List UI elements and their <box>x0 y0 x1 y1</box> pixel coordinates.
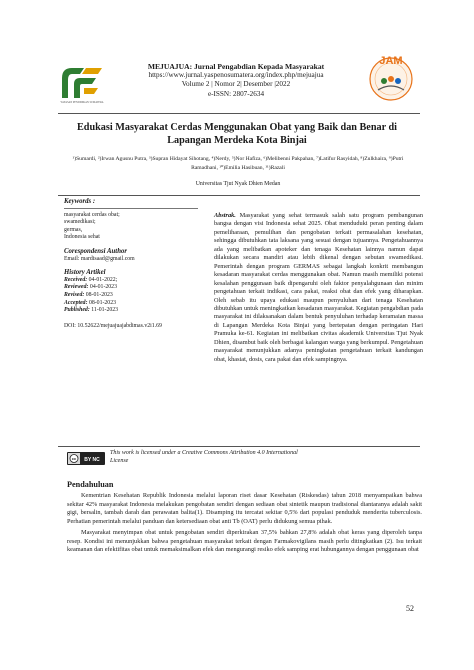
history-item <box>64 292 202 300</box>
history-heading: History Artikel <box>64 269 106 277</box>
svg-text:cc: cc <box>71 456 77 461</box>
article-title: Edukasi Masyarakat Cerdas Menggunakan Obat yang Baik dan Benar di Lapangan Merdeka Kota Binjai <box>77 122 397 146</box>
journal-url[interactable]: https://www.jurnal.yaspenosumatera.org/index.php/mejuajua <box>148 71 324 80</box>
keywords-heading: Keywords : <box>64 198 96 205</box>
publisher-logo <box>58 62 104 102</box>
keyword-item: masyarakat cerdas obat; <box>64 211 120 218</box>
history-label: Reviewed: <box>64 284 89 291</box>
body-text <box>67 492 422 558</box>
cc-license-badge[interactable] <box>67 452 105 465</box>
publisher-logo-caption: YAYASAN PENDIDIKAN SUMATERA <box>60 101 104 104</box>
history-label: Received: <box>64 276 88 283</box>
history-item <box>64 284 202 292</box>
article-info-sidebar <box>64 198 202 330</box>
history-date: 04-01-2022; <box>88 276 118 283</box>
article-authors: ¹)Sumardi, ²)Irwan Agusnu Putra, ³)Supran Hidayat Sihotang, ⁴)Nerdy, ⁵)Nor Hafiza, ⁶)Melibenni Pakpahan, ⁷)Latifur Rasyidah, ⁸)Zulkhaira, ⁹)Putri Ramadhani, ¹⁰)Emilia Hasibuan, ¹¹)Razali <box>72 156 404 171</box>
abstract-label: Abstrak. <box>214 212 236 219</box>
journal-volume: Volume 2 | Nomor 2| Desember |2022 <box>181 80 291 89</box>
title-divider <box>58 195 420 196</box>
paragraph: Masyarakat menyimpan obat untuk pengobatan sendiri diperkirakan 37,5% bahkan 27,8% adalah obat keras yang diperoleh tanpa resep. Kondisi ini menunjukkan bahwa pengetahuan masyarakat terkait dengan Farmakovigilans masih perlu ditingkatkan (2). Isu terkait keamanan dan efektifitas obat untuk memaksimalkan efek dan mengurangi resiko efek samping erat hubungannya dengan penggunaan obat <box>67 529 422 553</box>
history-date: 04-01-2023 <box>89 284 117 291</box>
section-heading: Pendahuluan <box>67 480 114 489</box>
article-affiliation: Universitas Tjut Nyak Dhien Medan <box>195 181 281 187</box>
history-label: Revised: <box>64 291 85 298</box>
keywords-divider <box>64 208 198 209</box>
history-date: 08-01-2023 <box>88 299 117 306</box>
abstract-divider <box>58 446 420 447</box>
header-divider <box>58 113 420 114</box>
license-text[interactable]: This work is licensed under a Creative Commons Attribution 4.0 International License <box>110 450 298 464</box>
cc-badge-text: BY NC <box>84 457 100 463</box>
history-item <box>64 300 202 308</box>
history-item <box>64 307 202 315</box>
abstract <box>214 212 423 364</box>
history-item <box>64 277 202 285</box>
doi-link[interactable]: DOI: 10.52622/mejuajuajabdimas.v2i1.69 <box>64 322 162 329</box>
page-number: 52 <box>406 604 414 613</box>
paragraph: Kementrian Kesehatan Republik Indonesia melalui laporan riset dasar Kesehatan (Riskesdas) tahun 2018 menyampaikan bahwa sekitar 42% masyarakat Indonesia melakukan pengobatan sendiri dengan sediaan obat sintetik maupun tradisional diantaranya adalah sakit gigi, bersalin, tambah darah dan perawatan balita(1). Disamping itu tercatat sekitar 0,5% dari populasi penduduk menderita tuberculosis. Perhatian pemerintah melalui panduan dan ketersediaan obat anti Tb (OAT) perlu didukung semua pihak. <box>67 492 422 525</box>
abstract-text: Masyarakat yang sehat termasuk salah satu program pembangunan bangsa dengan visi Indonesia sehat 2025. Obat menduduki peran penting dalam pemeliharaan, pemulihan dan pengobatan terkait permasalahan kesehatan, sehingga dibutuhkan tata laksana yang sesuai dengan tujuannya. Pengetahuannya ada yang melibatkan apoteker dan tenaga Kesehatan lainnya namun dapat dilakukan secara mandiri atau lebih dikenal dengan sebutan swamedikasi. Pemerintah dengan program GERMAS sebagai langkah konkrit membangun kesadaran masyarakat cerdas menggunakan obat. Namun masih memiliki potensi kesalahan penggunaan baik dipengaruhi oleh faktor penyalahgunaan dan minim pengetahuan terkait indikasi, cara pakai, reaksi obat dan efek yang diharapkan. Oleh sebab itu upaya edukasi maupun penyuluhan dari tenaga Kesehatan dibutuhkan untuk meningkatkan kesadaran masyarakat. Kegiatan pengabdian pada masyarakat ini dilaksanakan dalam bentuk penyuluhan terhadap keramaian massa di Lapangan Merdeka Kota Binjai yang bertepatan dengan peringatan Hari Pramuka ke-61. Kegiatan ini melibatkan civitas akademik Universitas Tjut Nyak Dhien, disambut baik oleh berbagai kalangan warga yang berkumpul. Pengetahuan masyarakat menunjukkan adanya peningkatan pengetahuan terkait kandungan obat, khasiat, dosis, cara pakai dan efek sampingnya. <box>214 212 423 363</box>
journal-title: MEJUAJUA: Jurnal Pengabdian Kepada Masyarakat <box>147 62 325 71</box>
history-date: 11-01-2023 <box>91 307 119 314</box>
history-date: 08-01-2023 <box>85 291 113 298</box>
history-label: Accepted: <box>64 299 88 306</box>
keyword-item: germas, <box>64 226 83 233</box>
journal-logo <box>362 52 420 104</box>
keyword-item: swamedikasi; <box>64 219 96 226</box>
journal-eissn: e-ISSN: 2807-2634 <box>207 89 265 98</box>
jam-logo-icon <box>362 52 420 104</box>
history-label: Published: <box>64 307 90 314</box>
correspondent-heading: Corespondensi Author <box>64 247 128 255</box>
correspondent-email[interactable]: Email: mardisaad@gmail.com <box>64 255 135 262</box>
keyword-item: Indonesia sehat <box>64 234 100 241</box>
journal-header <box>120 62 352 99</box>
jam-logo-text: JAM <box>379 55 403 67</box>
